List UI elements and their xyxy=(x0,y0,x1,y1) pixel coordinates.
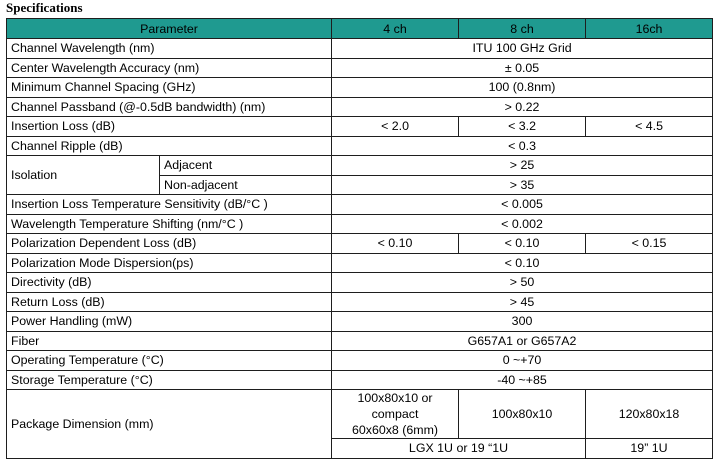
row-label: Channel Wavelength (nm) xyxy=(7,39,332,59)
table-row xyxy=(7,58,713,78)
table-row xyxy=(7,214,713,234)
isolation-adjacent-value: > 25 xyxy=(332,156,713,176)
row-value: ITU 100 GHz Grid xyxy=(332,39,713,59)
row-value-4ch: < 0.10 xyxy=(332,234,459,254)
isolation-label: Isolation xyxy=(7,156,160,195)
table-row xyxy=(7,39,713,59)
header-4ch: 4 ch xyxy=(332,19,459,39)
row-label: Minimum Channel Spacing (GHz) xyxy=(7,78,332,98)
row-value-4ch: < 2.0 xyxy=(332,117,459,137)
row-label: Return Loss (dB) xyxy=(7,292,332,312)
header-parameter: Parameter xyxy=(7,19,332,39)
row-value: -40 ~+85 xyxy=(332,370,713,390)
row-value-16ch: < 0.15 xyxy=(586,234,713,254)
package-4ch-line3: 60x60x8 (6mm) xyxy=(351,423,439,437)
row-value: 100 (0.8nm) xyxy=(332,78,713,98)
row-value: > 50 xyxy=(332,273,713,293)
table-row xyxy=(7,253,713,273)
row-label: Power Handling (mW) xyxy=(7,312,332,332)
row-value-16ch: < 4.5 xyxy=(586,117,713,137)
row-label: Insertion Loss (dB) xyxy=(7,117,332,137)
isolation-nonadjacent-label: Non-adjacent xyxy=(160,175,332,195)
row-value: < 0.10 xyxy=(332,253,713,273)
row-value: 0 ~+70 xyxy=(332,351,713,371)
table-row xyxy=(7,331,713,351)
package-8ch: 100x80x10 xyxy=(459,390,586,439)
package-4ch xyxy=(332,390,459,439)
table-row xyxy=(7,312,713,332)
table-row xyxy=(7,370,713,390)
row-value: G657A1 or G657A2 xyxy=(332,331,713,351)
table-row xyxy=(7,195,713,215)
header-16ch: 16ch xyxy=(586,19,713,39)
row-label: Fiber xyxy=(7,331,332,351)
isolation-nonadjacent-value: > 35 xyxy=(332,175,713,195)
isolation-adjacent-label: Adjacent xyxy=(160,156,332,176)
table-row xyxy=(7,351,713,371)
table-row xyxy=(7,234,713,254)
table-row xyxy=(7,292,713,312)
package-4ch-line1: 100x80x10 or xyxy=(357,391,433,405)
package-rack-4-8ch: LGX 1U or 19 “1U xyxy=(332,439,586,459)
package-16ch: 120x80x18 xyxy=(586,390,713,439)
table-row xyxy=(7,390,713,439)
row-label: Wavelength Temperature Shifting (nm/°C ) xyxy=(7,214,332,234)
header-8ch: 8 ch xyxy=(459,19,586,39)
row-label: Insertion Loss Temperature Sensitivity (dB/°C ) xyxy=(7,195,332,215)
table-row xyxy=(7,273,713,293)
row-label: Center Wavelength Accuracy (nm) xyxy=(7,58,332,78)
table-row xyxy=(7,156,713,176)
package-4ch-line2: compact xyxy=(371,407,419,421)
table-row xyxy=(7,97,713,117)
row-label: Polarization Dependent Loss (dB) xyxy=(7,234,332,254)
row-label: Channel Ripple (dB) xyxy=(7,136,332,156)
row-value-8ch: < 3.2 xyxy=(459,117,586,137)
row-value: > 45 xyxy=(332,292,713,312)
table-row xyxy=(7,136,713,156)
row-label: Operating Temperature (°C) xyxy=(7,351,332,371)
row-label: Directivity (dB) xyxy=(7,273,332,293)
row-value: < 0.005 xyxy=(332,195,713,215)
row-value: ± 0.05 xyxy=(332,58,713,78)
row-value-8ch: < 0.10 xyxy=(459,234,586,254)
specifications-table xyxy=(6,18,713,459)
specifications-heading: Specifications xyxy=(6,0,83,15)
package-rack-16ch: 19” 1U xyxy=(586,439,713,459)
row-label: Polarization Mode Dispersion(ps) xyxy=(7,253,332,273)
table-row xyxy=(7,78,713,98)
row-value: < 0.3 xyxy=(332,136,713,156)
row-label: Channel Passband (@-0.5dB bandwidth) (nm) xyxy=(7,97,332,117)
row-value: 300 xyxy=(332,312,713,332)
row-value: < 0.002 xyxy=(332,214,713,234)
row-label: Storage Temperature (°C) xyxy=(7,370,332,390)
table-row xyxy=(7,117,713,137)
package-label: Package Dimension (mm) xyxy=(7,390,332,459)
row-value: > 0.22 xyxy=(332,97,713,117)
table-header-row xyxy=(7,19,713,39)
